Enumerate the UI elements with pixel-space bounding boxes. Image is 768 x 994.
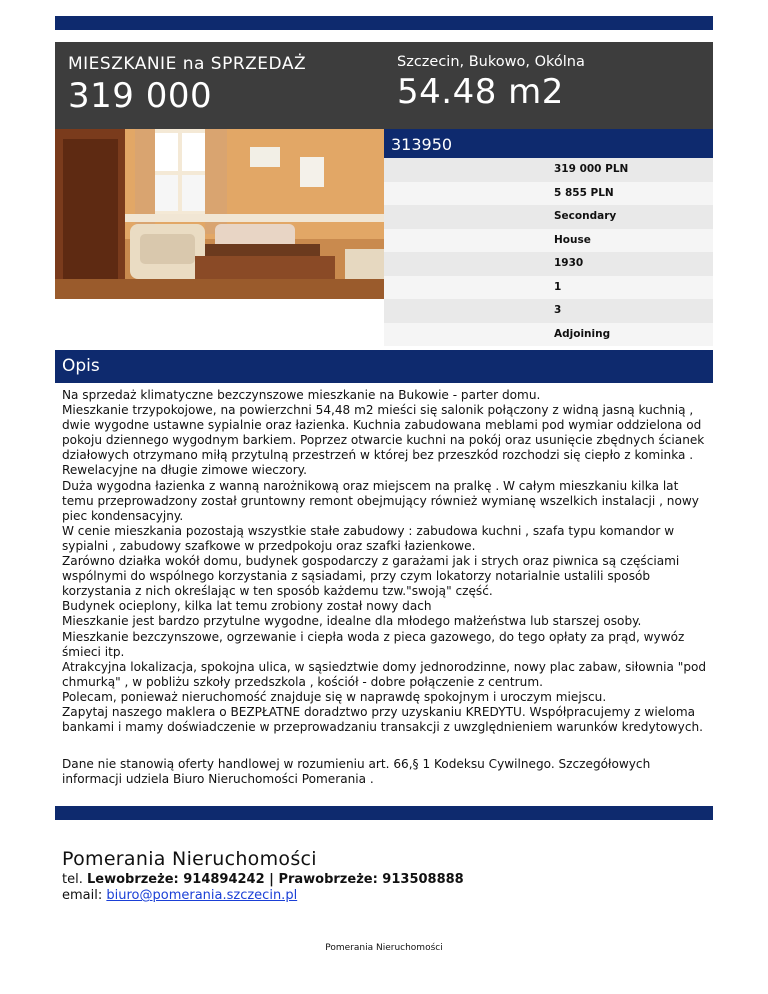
details-table xyxy=(384,158,713,346)
email-line xyxy=(62,888,297,903)
detail-price-per-m2: 5 855 PLN xyxy=(384,182,713,206)
detail-year-built: 1930 xyxy=(384,252,713,276)
phone-line xyxy=(62,872,464,887)
company-name: Pomerania Nieruchomości xyxy=(62,848,317,870)
description-paragraph: Mieszkanie bezczynszowe, ogrzewanie i ciepła woda z pieca gazowego, do tego opłaty za prąd, wywóz śmieci itp. xyxy=(62,629,685,659)
description-paragraph: Mieszkanie jest bardzo przytulne wygodne, idealne dla młodego małżeństwa lub starszej osoby. xyxy=(62,614,642,629)
email-prefix: email: xyxy=(62,888,107,903)
email-link[interactable]: biuro@pomerania.szczecin.pl xyxy=(106,888,298,903)
description-heading: Opis xyxy=(55,350,713,383)
offer-id: 313950 xyxy=(384,129,713,158)
listing-type: MIESZKANIE na SPRZEDAŻ xyxy=(68,54,307,74)
phone-numbers: Lewobrzeże: 914894242 | Prawobrzeże: 913508888 xyxy=(86,872,464,887)
description-paragraph: Budynek ocieplony, kilka lat temu zrobiony został nowy dach xyxy=(62,599,432,614)
detail-rooms: 3 xyxy=(384,299,713,323)
listing-location: Szczecin, Bukowo, Okólna xyxy=(397,54,585,70)
description-paragraph: Mieszkanie trzypokojowe, na powierzchni 54,48 m2 mieści się salonik połączony z widną jasną kuchnią , dwie wygodne ustawne sypialnie oraz łazienka. Kuchnia zabudowana meblami pod wymiar oddzielona od pokoju dziennego wygodnym barkiem. Poprzez otwarcie kuchni na pokój oraz usunięcie zbędnych ścianek działowych otrzymano miłą przytulną przestrzeń w której bez przeszkód rozchodzi się ciepło z kominka . Rewelacyjne na długie zimowe wieczory. xyxy=(62,403,705,478)
listing-header xyxy=(55,42,713,129)
listing-price: 319 000 xyxy=(68,76,213,116)
top-accent-bar xyxy=(55,16,713,30)
detail-building-type: House xyxy=(384,229,713,253)
detail-price-total: 319 000 PLN xyxy=(384,158,713,182)
description-paragraph: W cenie mieszkania pozostają wszystkie stałe zabudowy : zabudowa kuchni , szafa typu komandor w sypialni , zabudowy szafkowe w przedpokoju oraz szafki łazienkowe. xyxy=(62,523,675,553)
detail-floor: 1 xyxy=(384,276,713,300)
detail-market: Secondary xyxy=(384,205,713,229)
description-paragraph: Atrakcyjna lokalizacja, spokojna ulica, w sąsiedztwie domy jednorodzinne, nowy plac zabaw, siłownia "pod chmurką" , w pobliżu szkoły przedszkola , kościół - dobre połączenie z centrum. xyxy=(62,659,707,689)
bottom-accent-bar xyxy=(55,806,713,820)
description-paragraph: Duża wygodna łazienka z wanną narożnikową oraz miejscem na pralkę . W całym mieszkaniu kilka lat temu przeprowadzony został gruntowny remont obejmujący również wymianę wszelkich instalacji , nowy piec kondensacyjny. xyxy=(62,478,699,523)
property-photo xyxy=(55,129,384,299)
header-right xyxy=(397,54,585,112)
page-footer: Pomerania Nieruchomości xyxy=(325,943,443,953)
listing-area: 54.48 m2 xyxy=(397,72,564,112)
legal-note: Dane nie stanowią oferty handlowej w rozumieniu art. 66,§ 1 Kodeksu Cywilnego. Szczegółowych informacji udziela Biuro Nieruchomości Pomerania . xyxy=(62,757,651,787)
header-left xyxy=(68,54,306,116)
description-text xyxy=(62,388,712,735)
description-paragraph: Na sprzedaż klimatyczne bezczynszowe mieszkanie na Bukowie - parter domu. xyxy=(62,388,541,402)
description-paragraph: Polecam, ponieważ nieruchomość znajduje się w naprawdę spokojnym i uroczym miejscu. xyxy=(62,689,607,704)
description-paragraph: Zarówno działka wokół domu, budynek gospodarczy z garażami jak i strych oraz piwnica są częściami wspólnymi do wspólnego korzystania z sąsiadami, przy czym lokatorzy notarialnie ustalili sposób korzystania z nich określając w ten sposób każdemu tzw."swoją" część. xyxy=(62,554,680,599)
description-paragraph: Zapytaj naszego maklera o BEZPŁATNE doradztwo przy uzyskaniu KREDYTU. Współpracujemy z wieloma bankami i mamy doświadczenie w przeprowadzaniu transakcji z uwzględnieniem warunków kredytowych. xyxy=(62,704,703,735)
phone-prefix: tel. xyxy=(62,872,87,887)
detail-kitchen: Adjoining xyxy=(384,323,713,347)
